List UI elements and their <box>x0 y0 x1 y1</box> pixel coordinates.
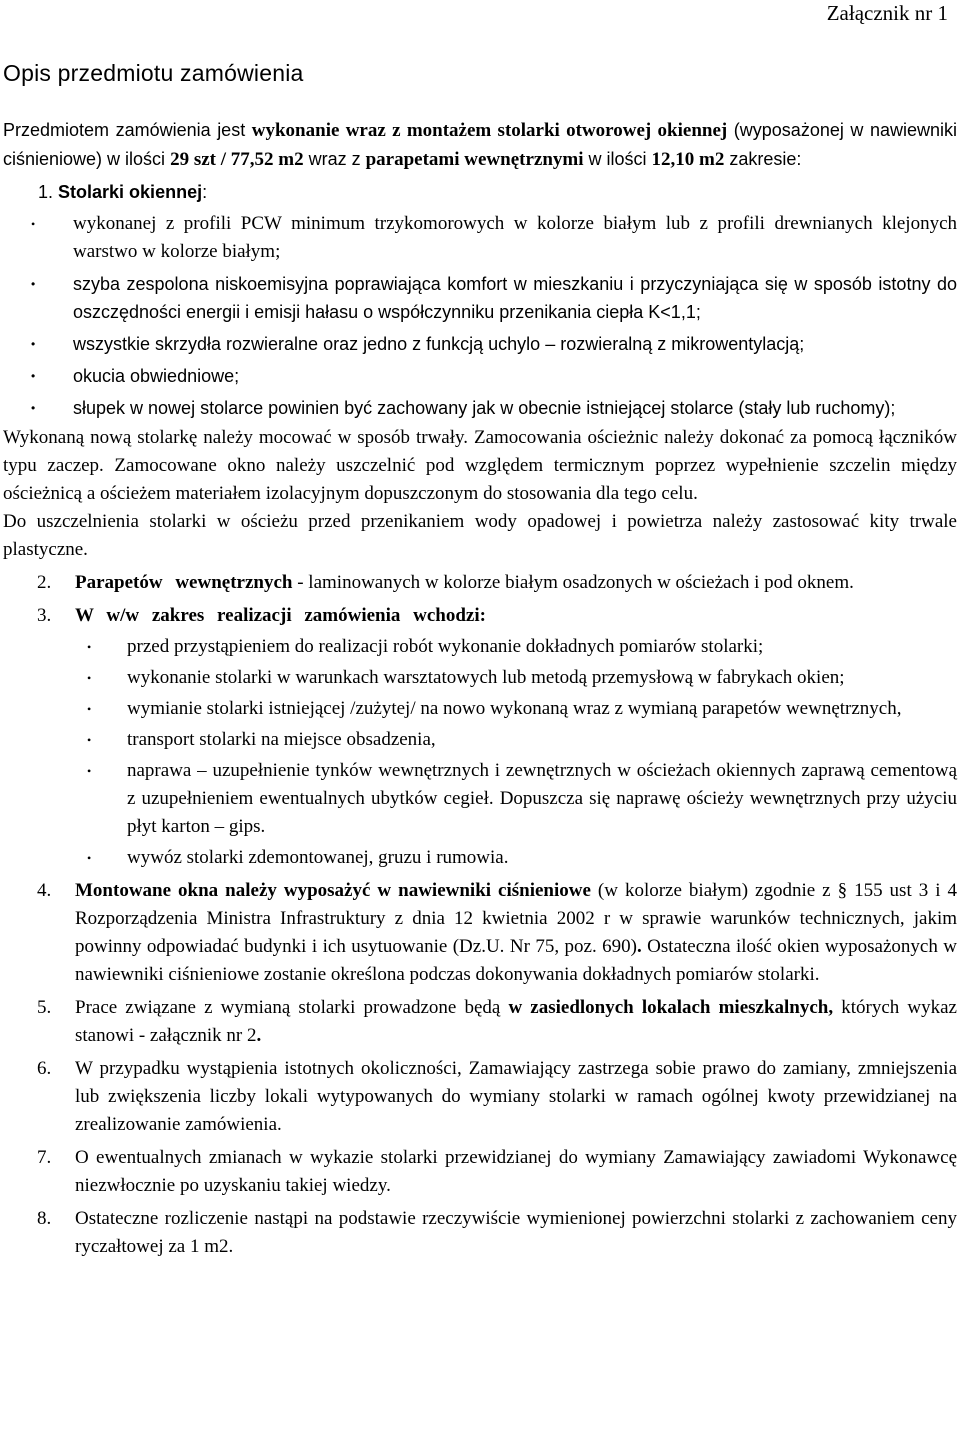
section-number: 6. <box>37 1058 52 1079</box>
intro-bold-quantity: 29 szt / 77,52 m2 <box>170 149 304 170</box>
section-number: 3. <box>37 605 52 626</box>
sealing-paragraph: Do uszczelnienia stolarki w ościeżu przed przenikaniem wody opadowej i powietrza należy zastosować kity trwale plastyczne. <box>3 511 957 560</box>
list-item <box>3 330 957 358</box>
section-4 <box>37 877 957 989</box>
section-6 <box>37 1055 957 1139</box>
list-item-text: wykonanie stolarki w warunkach warsztatowych lub metodą przemysłową w fabrykach okien; <box>127 667 845 688</box>
section-6-text: W przypadku wystąpienia istotnych okoliczności, Zamawiający zastrzega sobie prawo do zamiany, zmniejszenia lub zwiększenia liczby lokali wytypowanych do wymiany stolarki w ramach ogólnej kwoty przewidzianej na zrealizowanie zamówienia. <box>75 1058 957 1135</box>
list-item-text: wymianie stolarki istniejącej /zużytej/ na nowo wykonaną wraz z wymianą parapetów wewnętrznych, <box>127 698 902 719</box>
intro-paragraph <box>3 116 957 174</box>
list-item-text: szyba zespolona niskoemisyjna poprawiająca komfort w mieszkaniu i przyczyniająca się w sposób istotny do oszczędności energii i emisji hałasu o współczynniku przenikania ciepła K<1,1; <box>73 274 957 322</box>
section-2 <box>37 569 957 597</box>
intro-text: wraz z <box>303 149 366 169</box>
section-3-list <box>3 633 957 872</box>
section-4-body: (w kolorze białym) zgodnie z § 155 ust 3 i 4 Rozporządzenia Ministra Infrastruktury z dnia 12 kwietnia 2002 r w sprawie warunków technicznych, jakim powinny odpowiadać budynki i ich usytuowanie (Dz.U. Nr 75, poz. 690) <box>75 880 957 957</box>
section-5-bold-period: . <box>256 1025 262 1046</box>
section-5-body-end: których wykaz stanowi - załącznik nr 2 <box>75 997 957 1046</box>
list-item <box>3 695 957 723</box>
section-number: 5. <box>37 997 52 1018</box>
section-8 <box>37 1205 957 1261</box>
section-7-text: O ewentualnych zmianach w wykazie stolarki przewidzianej do wymiany Zamawiający zawiadomi Wykonawcę niezwłocznie po uzyskaniu takiej wiedzy. <box>75 1147 957 1196</box>
section-2-body: - laminowanych w kolorze białym osadzonych w ościeżach i pod oknem. <box>292 572 854 593</box>
list-item-text: słupek w nowej stolarce powinien być zachowany jak w obecnie istniejącej stolarce (stały lub ruchomy); <box>73 398 896 418</box>
intro-text: (wyposażonej w nawiewniki ciśnieniowe) w ilości <box>3 120 957 169</box>
section-number: 8. <box>37 1208 52 1229</box>
section-5-body: Prace związane z wymianą stolarki prowadzone będą <box>75 997 509 1018</box>
section-5-text <box>75 994 957 1050</box>
intro-bold-sills: parapetami wewnętrznymi <box>365 149 584 170</box>
intro-bold-scope: wykonanie wraz z montażem stolarki otworowej okiennej <box>251 120 728 141</box>
list-item-text: naprawa – uzupełnienie tynków wewnętrznych i zewnętrznych w ościeżach okiennych zaprawą cementową z uzupełnieniem ewentualnych ubytków cegieł. Dopuszcza się naprawę ościeży wewnętrznych przy użyciu płyt karton – gips. <box>127 760 957 837</box>
section-8-text: Ostateczne rozliczenie nastąpi na podstawie rzeczywiście wymienionej powierzchni stolarki z zachowaniem ceny ryczałtowej za 1 m2. <box>75 1208 957 1257</box>
annex-label: Załącznik nr 1 <box>826 1 948 25</box>
page-title: Opis przedmiotu zamówienia <box>3 60 304 86</box>
list-item <box>3 210 957 266</box>
section-number: 7. <box>37 1147 52 1168</box>
section-1-label: Stolarki okiennej <box>58 182 203 202</box>
section-number: 1. <box>38 182 54 202</box>
list-item-text: wszystkie skrzydła rozwieralne oraz jedno z funkcją uchylo – rozwieralną z mikrowentylacją; <box>73 334 805 354</box>
list-item <box>3 757 957 841</box>
section-4-text <box>75 877 957 989</box>
list-item-text: wywóz stolarki zdemontowanej, gruzu i rumowia. <box>127 847 509 868</box>
section-4-body-end: Ostateczna ilość okien wyposażonych w nawiewniki ciśnieniowe zostanie określona podczas dokonywania dokładnych pomiarów stolarki. <box>75 936 957 985</box>
list-item-text: okucia obwiedniowe; <box>73 366 240 386</box>
section-3-text <box>75 602 957 630</box>
list-item-text: przed przystąpieniem do realizacji robót wykonanie dokładnych pomiarów stolarki; <box>127 636 764 657</box>
section-1-suffix: : <box>202 182 208 202</box>
section-number: 2. <box>37 572 52 593</box>
list-item <box>3 844 957 872</box>
section-number: 4. <box>37 880 52 901</box>
section-5-bold: w zasiedlonych lokalach mieszkalnych, <box>508 997 834 1018</box>
list-item <box>3 362 957 390</box>
document-body <box>3 116 957 1261</box>
section-4-bold: Montowane okna należy wyposażyć w nawiewniki ciśnieniowe <box>75 880 591 901</box>
section-1-heading <box>38 178 957 206</box>
intro-text: Przedmiotem zamówienia jest <box>3 120 252 140</box>
section-2-bold: Parapetów wewnętrznych <box>75 572 293 593</box>
section-1-list <box>3 210 957 422</box>
section-7 <box>37 1144 957 1200</box>
list-item-text: wykonanej z profili PCW minimum trzykomorowych w kolorze białym lub z profili drewnianych klejonych warstwo w kolorze białym; <box>73 213 957 262</box>
section-5 <box>37 994 957 1050</box>
intro-bold-area: 12,10 m2 <box>651 149 725 170</box>
section-2-text <box>75 569 957 597</box>
list-item <box>3 270 957 326</box>
list-item <box>3 633 957 661</box>
section-3 <box>37 602 957 630</box>
list-item <box>3 726 957 754</box>
intro-text: zakresie: <box>724 149 802 169</box>
mounting-paragraph: Wykonaną nową stolarkę należy mocować w sposób trwały. Zamocowania ościeżnic należy dokonać za pomocą łączników typu zaczep. Zamocowane okno należy uszczelnić pod względem termicznym poprzez wypełnienie szczelin między ościeżnicą a ościeżem materiałem izolacyjnym dopuszczonym do stosowania dla tego celu. <box>3 427 957 504</box>
list-item-text: transport stolarki na miejsce obsadzenia, <box>127 729 436 750</box>
list-item <box>3 664 957 692</box>
list-item <box>3 394 957 422</box>
section-3-bold: W w/w zakres realizacji zamówienia wchodzi: <box>75 605 486 626</box>
intro-text: w ilości <box>583 149 652 169</box>
section-4-bold-period: . <box>636 936 642 957</box>
